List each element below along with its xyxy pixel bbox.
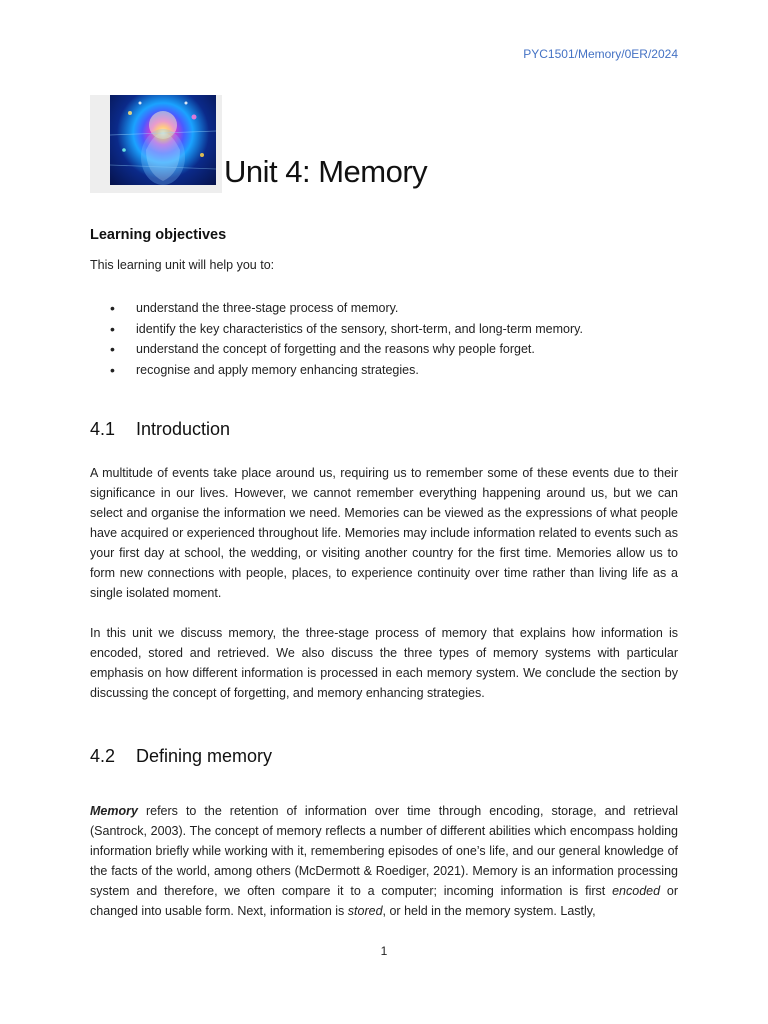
paragraph-text: or changed into usable form. Next, information is <box>90 884 678 918</box>
title-image-frame <box>90 95 222 193</box>
section-number: 4.2 <box>90 746 116 766</box>
header-reference: PYC1501/Memory/0ER/2024 <box>523 47 678 61</box>
section-title: Introduction <box>136 419 231 439</box>
section-title: Defining memory <box>136 746 273 766</box>
list-item: • identify the key characteristics of the sensory, short-term, and long-term memory. <box>110 319 583 340</box>
title-block <box>90 93 427 193</box>
list-item: • understand the concept of forgetting and the reasons why people forget. <box>110 339 583 360</box>
list-item: • understand the three-stage process of memory. <box>110 298 583 319</box>
encoded-term: encoded <box>612 884 661 898</box>
section-number: 4.1 <box>90 419 116 439</box>
page-title: Unit 4: Memory <box>224 154 428 189</box>
page-number: 1 <box>380 944 388 958</box>
section-heading-defining-memory <box>90 746 272 767</box>
stored-term: stored <box>347 904 383 918</box>
learning-objectives-list <box>110 298 583 380</box>
defining-memory-paragraph <box>90 801 678 921</box>
introduction-paragraph-2: In this unit we discuss memory, the three-stage process of memory that explains how information is encoded, stored and retrieved. We also discuss the three types of memory systems with particular emphasis on how different information is processed in each memory system. We conclude the section by discussing the concept of forgetting, and memory enhancing strategies. <box>90 626 678 700</box>
brain-head-illustration-icon <box>110 95 216 185</box>
list-item: • recognise and apply memory enhancing strategies. <box>110 360 583 381</box>
paragraph-text: refers to the retention of information over time through encoding, storage, and retrieval (Santrock, 2003). The concept of memory reflects a number of different abilities which encompass holding information briefly while working with it, remembering episodes of one’s life, and our general knowledge of the facts of the world, among others (McDermott & Roediger, 2021). Memory is an information processing system and therefore, we often compare it to a computer; incoming information is first <box>90 804 678 898</box>
section-heading-introduction <box>90 419 230 440</box>
learning-objectives-intro: This learning unit will help you to: <box>90 258 275 272</box>
learning-objectives-heading: Learning objectives <box>90 227 227 243</box>
memory-term: Memory <box>90 804 138 818</box>
introduction-paragraph-1: A multitude of events take place around us, requiring us to remember some of these events due to their significance in our lives. However, we cannot remember everything happening around us, but we can select and organise the information we need. Memories can be viewed as the expressions of what people have acquired or experienced throughout life. Memories may include information related to events such as your first day at school, the wedding, or visiting another country for the first time. Memories allow us to form new connections with people, places, to experience continuity over time rather than living life as a single isolated moment. <box>90 466 678 600</box>
paragraph-text: , or held in the memory system. Lastly, <box>382 904 596 918</box>
